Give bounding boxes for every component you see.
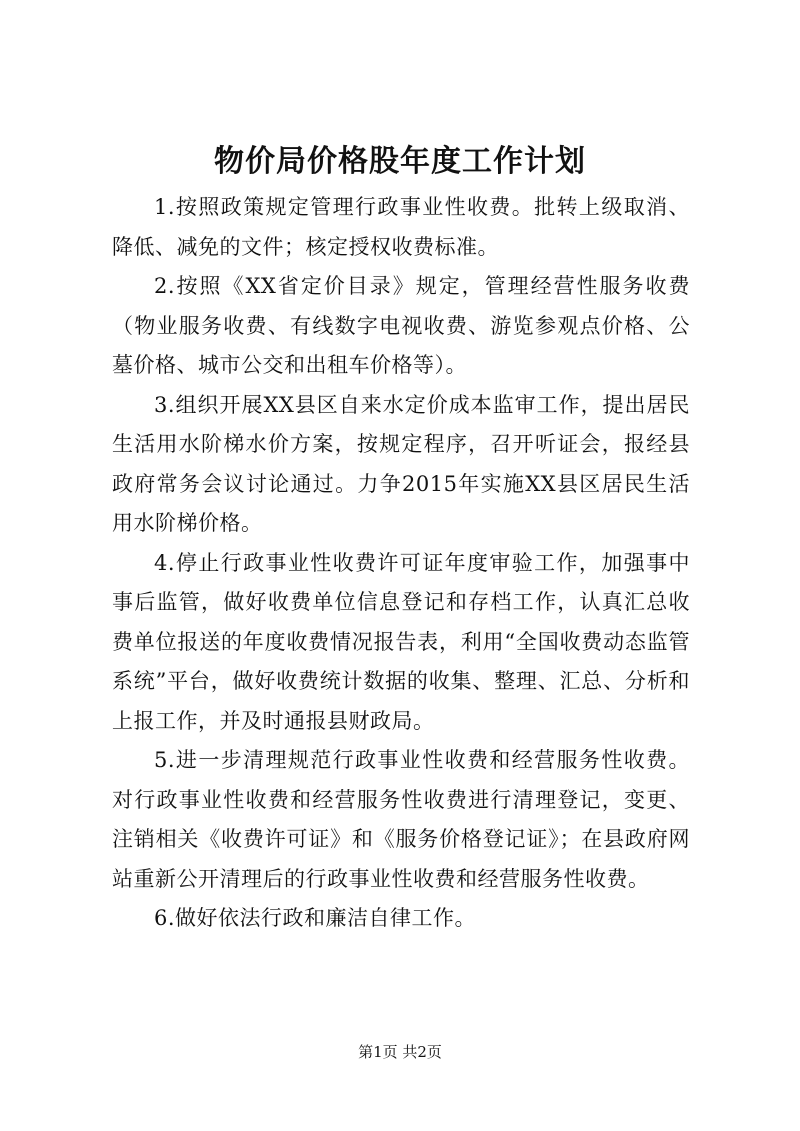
page-footer: 第1页 共2页: [358, 1043, 442, 1061]
paragraph-2: 2.按照《XX省定价目录》规定，管理经营性服务收费（物业服务收费、有线数字电视收费、游览参观点价格、公墓价格、城市公交和出租车价格等）。: [112, 274, 690, 377]
paragraph-1: 1.按照政策规定管理行政事业性收费。批转上级取消、降低、减免的文件；核定授权收费标准。: [112, 195, 690, 259]
paragraph-4: 4.停止行政事业性收费许可证年度审验工作，加强事中事后监管，做好收费单位信息登记和存档工作，认真汇总收费单位报送的年度收费情况报告表，利用“全国收费动态监管系统”平台，做好收费统计数据的收集、整理、汇总、分析和上报工作，并及时通报县财政局。: [112, 550, 690, 733]
paragraph-6: 6.做好依法行政和廉洁自律工作。: [154, 906, 477, 930]
paragraph-5: 5.进一步清理规范行政事业性收费和经营服务性收费。对行政事业性收费和经营服务性收费进行清理登记，变更、注销相关《收费许可证》和《服务价格登记证》；在县政府网站重新公开清理后的行政事业性收费和经营服务性收费。: [112, 748, 690, 891]
page-title: 物价局价格股年度工作计划: [214, 144, 586, 179]
paragraph-3: 3.组织开展XX县区自来水定价成本监审工作，提出居民生活用水阶梯水价方案，按规定程序，召开听证会，报经县政府常务会议讨论通过。力争2015年实施XX县区居民生活用水阶梯价格。: [112, 392, 690, 535]
document-body: [112, 188, 690, 939]
